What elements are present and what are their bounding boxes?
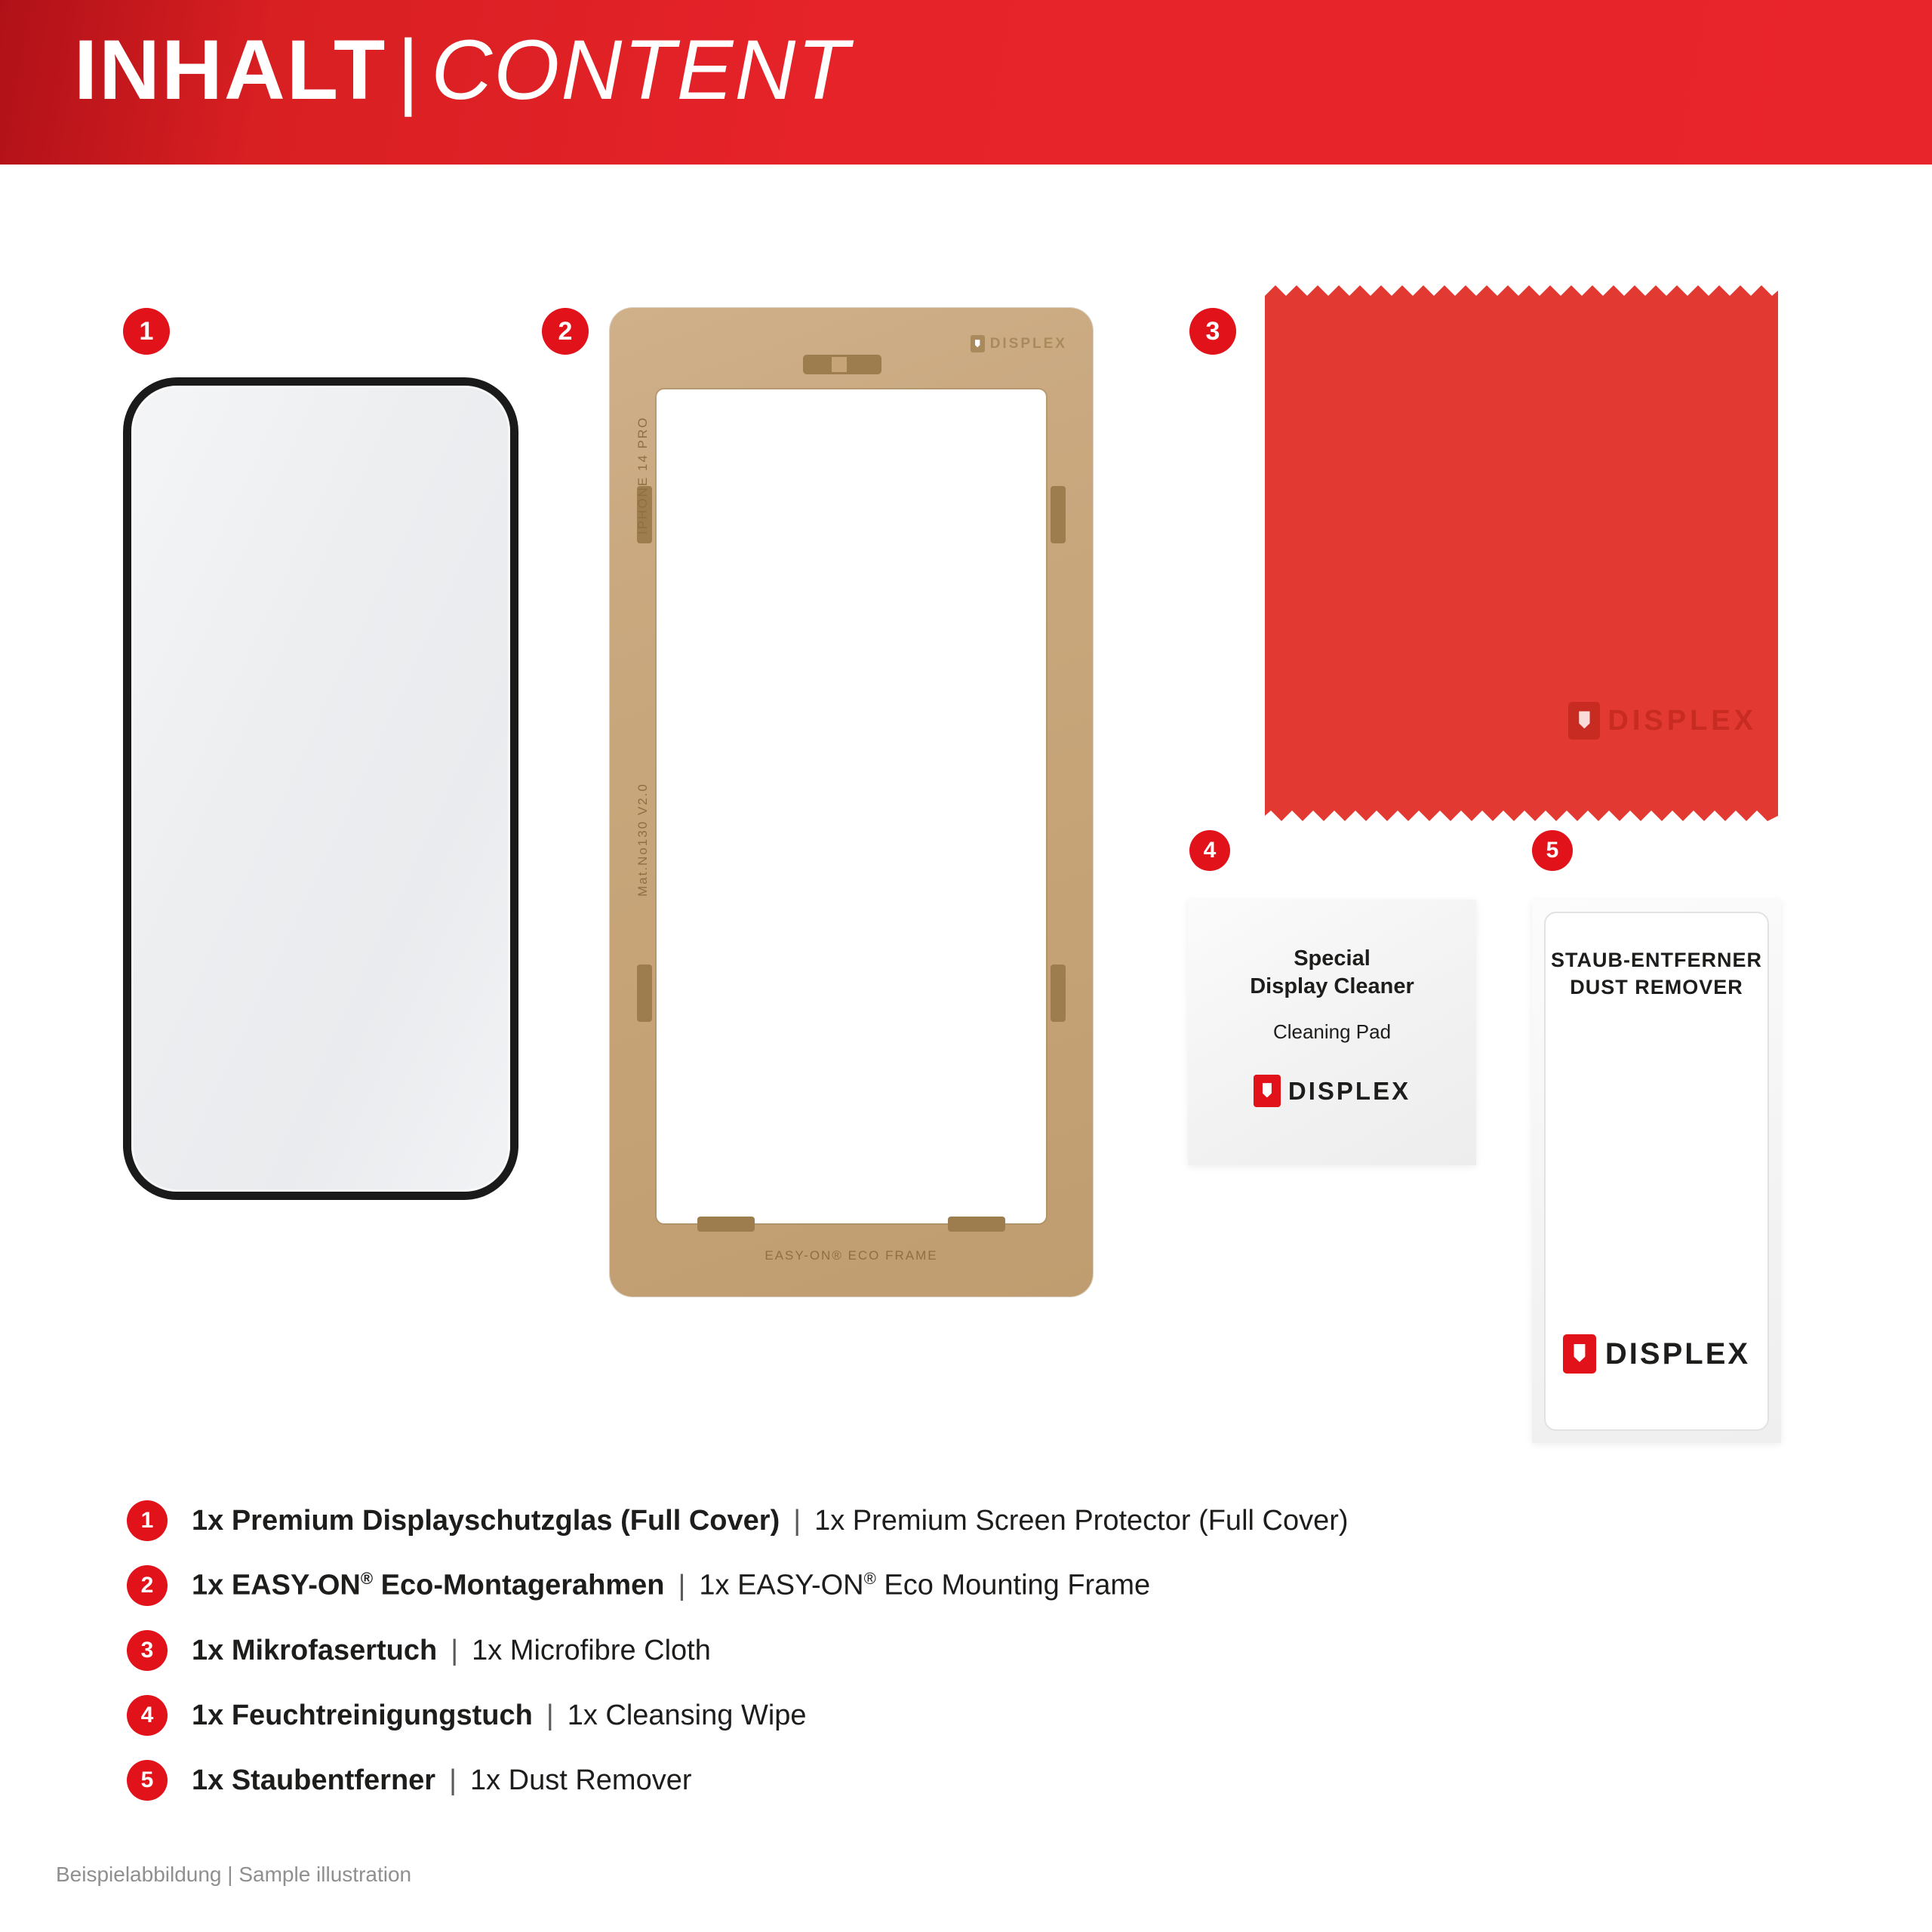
legend-label-en-3: 1x Microfibre Cloth	[472, 1634, 711, 1666]
wipe-title-line2: Display Cleaner	[1250, 974, 1414, 999]
legend-label-de-2-post: Eco-Montagerahmen	[373, 1569, 665, 1601]
legend-row-2	[127, 1553, 1787, 1618]
cloth-logo-text: DISPLEX	[1607, 704, 1757, 737]
legend-label-en-2	[699, 1569, 1150, 1602]
legend-badge-1: 1	[127, 1500, 168, 1541]
displex-shield-icon	[971, 335, 985, 352]
dust-title-line1: STAUB-ENTFERNER	[1551, 949, 1762, 971]
frame-tab-bottom-left	[697, 1217, 755, 1232]
cloth-brand-logo	[1568, 702, 1757, 740]
wipe-logo-text: DISPLEX	[1287, 1076, 1411, 1105]
frame-bottom-text: EASY-ON® ECO FRAME	[764, 1248, 938, 1263]
legend-row-3	[127, 1618, 1787, 1683]
content-legend	[127, 1488, 1787, 1813]
screen-protector-glass	[123, 377, 518, 1200]
cleansing-wipe-sachet	[1188, 900, 1476, 1165]
dust-logo-text: DISPLEX	[1604, 1337, 1751, 1371]
legend-badge-4: 4	[127, 1695, 168, 1736]
displex-shield-icon	[1254, 1075, 1281, 1107]
page-title-separator: |	[397, 23, 421, 117]
page-title-de: INHALT	[74, 23, 387, 117]
dust-title	[1532, 946, 1781, 1001]
frame-tab-left-bottom	[637, 964, 652, 1022]
badge-3: 3	[1189, 308, 1236, 355]
legend-label-de-4: 1x Feuchtreinigungstuch	[192, 1699, 533, 1731]
displex-shield-icon	[1568, 702, 1600, 740]
legend-label-en-5: 1x Dust Remover	[469, 1764, 692, 1796]
legend-separator-5: |	[449, 1764, 457, 1796]
badge-5: 5	[1532, 830, 1573, 871]
legend-separator-4: |	[546, 1699, 554, 1731]
page-title	[74, 21, 851, 118]
frame-tab-right-top	[1051, 486, 1066, 543]
legend-label-de-3: 1x Mikrofasertuch	[192, 1634, 438, 1666]
microfibre-cloth	[1265, 285, 1778, 821]
legend-badge-3: 3	[127, 1630, 168, 1671]
frame-brand-logo	[971, 335, 1067, 352]
page-header	[0, 0, 1932, 165]
legend-label-de-1: 1x Premium Displayschutzglas (Full Cover)	[192, 1504, 780, 1537]
frame-logo-text: DISPLEX	[989, 335, 1067, 352]
frame-side-text-top: IPHONE 14 PRO	[635, 416, 650, 534]
eco-mounting-frame	[610, 308, 1093, 1297]
legend-label-en-2-post: Eco Mounting Frame	[875, 1569, 1151, 1601]
frame-side-text-bottom: Mat.No130 V2.0	[635, 783, 650, 897]
badge-2: 2	[542, 308, 589, 355]
wipe-brand-logo	[1188, 1075, 1476, 1107]
cloth-shape	[1265, 285, 1778, 821]
legend-row-4	[127, 1683, 1787, 1748]
legend-badge-5: 5	[127, 1760, 168, 1801]
legend-badge-2: 2	[127, 1565, 168, 1606]
legend-separator-2: |	[678, 1569, 686, 1601]
registered-mark-icon: ®	[360, 1569, 374, 1589]
legend-row-5	[127, 1748, 1787, 1813]
dust-title-line2: DUST REMOVER	[1570, 976, 1743, 999]
legend-label-de-2	[192, 1569, 665, 1602]
frame-cutout	[657, 389, 1046, 1223]
registered-mark-icon: ®	[863, 1569, 876, 1589]
badge-1: 1	[123, 308, 170, 355]
displex-shield-icon	[1563, 1334, 1596, 1374]
legend-separator-3: |	[451, 1634, 459, 1666]
legend-label-en-2-pre: 1x EASY-ON	[699, 1569, 864, 1601]
legend-label-en-4: 1x Cleansing Wipe	[567, 1699, 807, 1731]
dust-remover-sticker	[1532, 900, 1781, 1443]
frame-notch-tab	[803, 355, 881, 374]
legend-label-en-1: 1x Premium Screen Protector (Full Cover)	[814, 1504, 1349, 1537]
page-title-en: CONTENT	[431, 23, 851, 117]
legend-row-1	[127, 1488, 1787, 1553]
legend-label-de-2-pre: 1x EASY-ON	[192, 1569, 361, 1601]
badge-4: 4	[1189, 830, 1230, 871]
wipe-subtitle: Cleaning Pad	[1272, 1020, 1392, 1043]
dust-brand-logo	[1532, 1334, 1781, 1374]
footnote: Beispielabbildung | Sample illustration	[56, 1863, 412, 1886]
legend-separator-1: |	[793, 1504, 801, 1537]
frame-tab-bottom-right	[948, 1217, 1005, 1232]
frame-tab-right-bottom	[1051, 964, 1066, 1022]
wipe-title	[1188, 945, 1476, 1001]
legend-label-de-5: 1x Staubentferner	[192, 1764, 436, 1796]
wipe-title-line1: Special	[1294, 946, 1371, 971]
